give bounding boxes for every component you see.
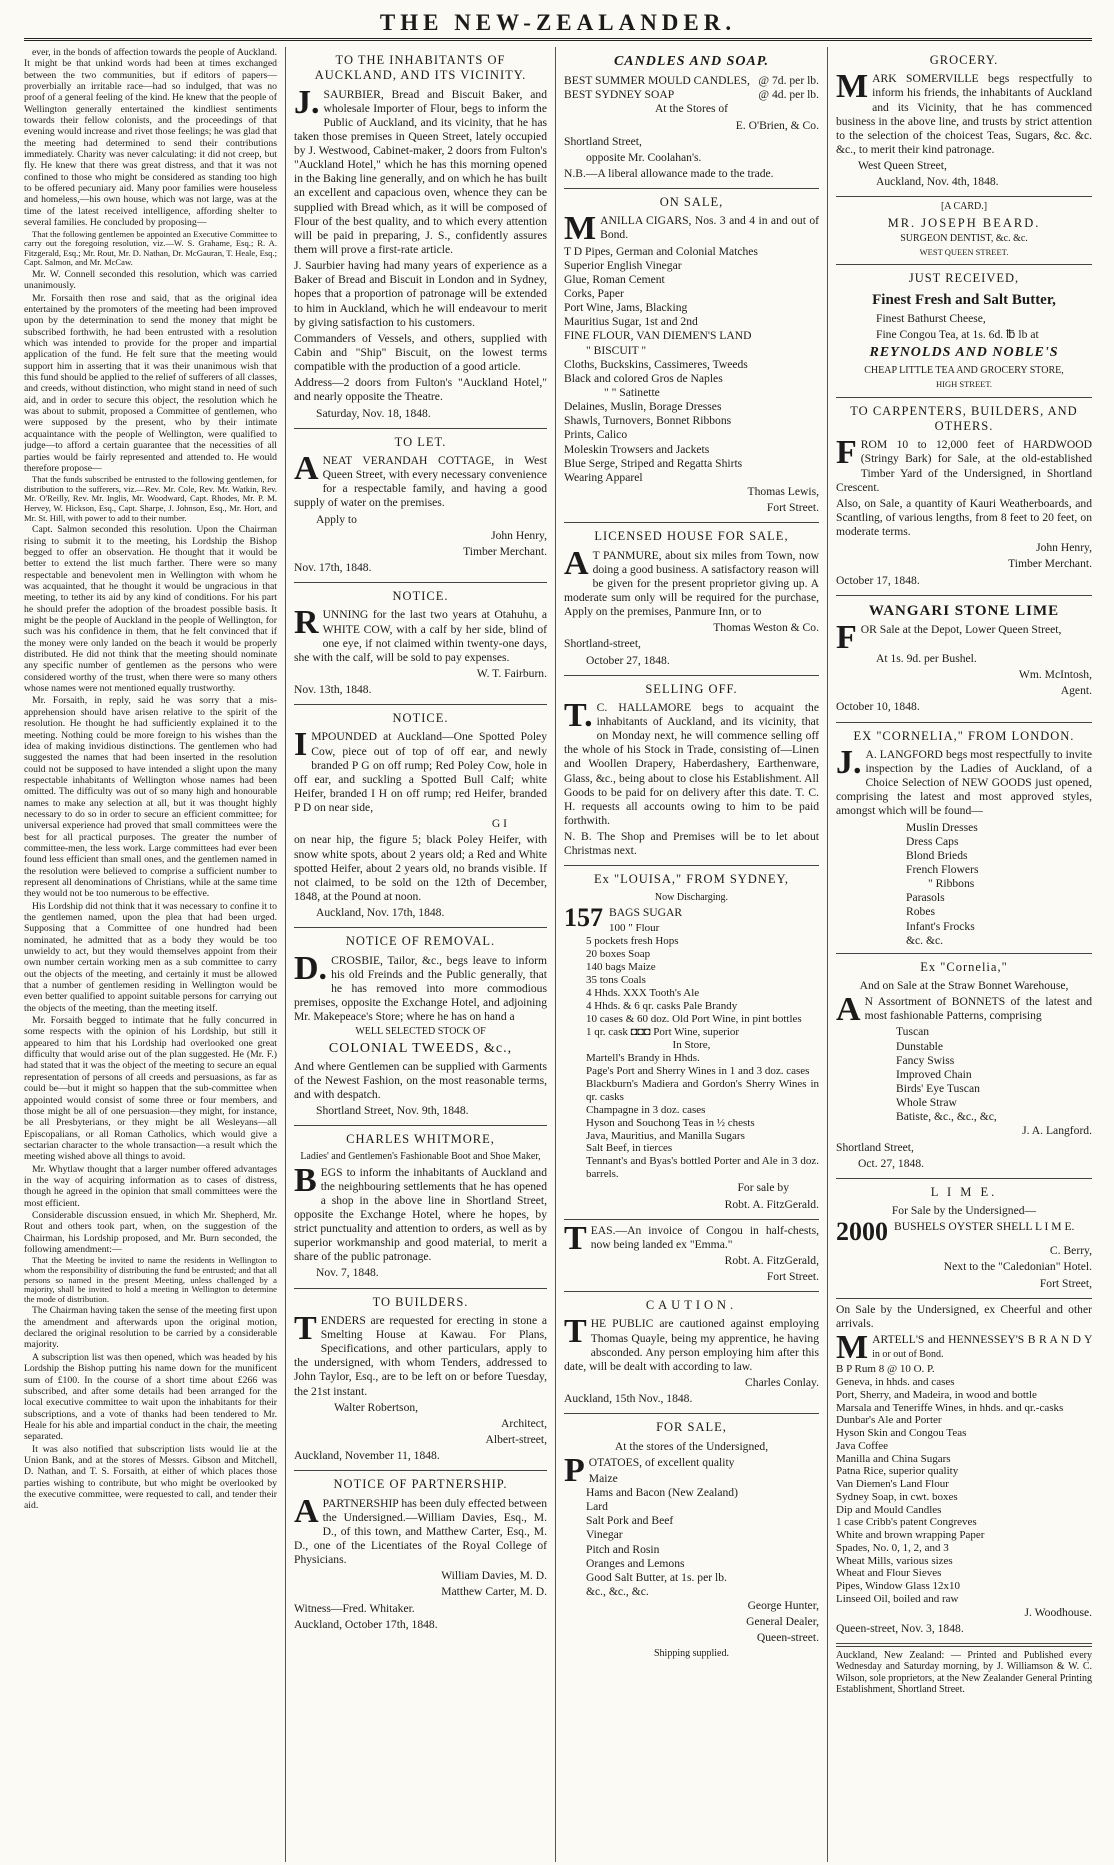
list-item: Good Salt Butter, at 1s. per lb. <box>586 1570 727 1584</box>
list-item: 10 cases & 60 doz. Old Port Wine, in pint bottles <box>586 1012 802 1025</box>
ad-beard-card <box>836 197 1092 265</box>
ad-heading: CAUTION. <box>645 1298 738 1313</box>
ad-date: Oct. 27, 1848. <box>858 1156 925 1170</box>
list-item: 4 Hhds. XXX Tooth's Ale <box>586 986 700 999</box>
list-item: Corks, Paper <box>564 287 624 301</box>
ad-signature: Timber Merchant. <box>463 544 547 558</box>
list-item: Wheat and Flour Sieves <box>836 1567 942 1580</box>
list-item: &c., &c., &c. <box>586 1584 649 1598</box>
list-item: White and brown wrapping Paper <box>836 1529 985 1542</box>
item-price: @ 4d. per lb. <box>758 88 819 102</box>
column-2-ads <box>286 47 556 1862</box>
list-item: Wheat Mills, various sizes <box>836 1554 953 1567</box>
list-item: 140 bags Maize <box>586 960 656 973</box>
list-item: Sydney Soap, in cwt. boxes <box>836 1490 958 1503</box>
list-item: Manilla and China Sugars <box>836 1452 951 1465</box>
card-title: SURGEON DENTIST, &c. &c. <box>900 232 1028 244</box>
ad-apply: Apply to <box>316 512 357 526</box>
ad-address: HIGH STREET. <box>935 379 993 390</box>
ad-text: Finest Bathurst Cheese, <box>876 311 986 325</box>
ad-note: N. B. The Shop and Premises will be to let about Christmas next. <box>564 830 819 858</box>
list-item: Blond Brieds <box>906 848 968 862</box>
list-item: Hyson and Souchong Teas in ½ chests <box>586 1116 755 1129</box>
report-paragraph: Mr. W. Connell seconded this resolution, which was carried unanimously. <box>24 269 277 292</box>
ad-heading: WANGARI STONE LIME <box>868 602 1060 619</box>
ad-signature: C. Berry, <box>1049 1244 1092 1258</box>
ad-candles <box>564 47 819 189</box>
list-item: Geneva, in hhds. and cases <box>836 1376 955 1389</box>
list-item: 4 Hhds. & 6 qr. casks Pale Brandy <box>586 999 738 1012</box>
ad-address: Shortland Street, <box>836 1140 914 1154</box>
drop-cap: M <box>836 68 869 106</box>
list-item: Fancy Swiss <box>896 1053 955 1067</box>
list-item: Improved Chain <box>896 1067 972 1081</box>
ad-feature: COLONIAL TWEEDS, &c., <box>328 1041 513 1057</box>
ad-body: A. LANGFORD begs most respectfully to invite inspection by the Ladies of Auckland, of a Choice Selection of NEW GOODS just opened, comprising the latest and most approved styles, amongst which will be found— <box>836 747 1092 818</box>
ad-price: At 1s. 9d. per Bushel. <box>876 652 977 666</box>
ad-body: J. Saurbier having had many years of experience as a Baker of Bread and Biscuit in London and in Sydney, hopes that a proportion of patronage will be extended to him in Auckland, which he will endeavour to merit by giving satisfaction to his customers. <box>294 259 547 329</box>
ad-heading: EX "CORNELIA," FROM LONDON. <box>853 728 1075 743</box>
ad-body: ARTELL'S and HENNESSEY'S B R A N D Y <box>872 1332 1092 1346</box>
ad-signature: Wm. McIntosh, <box>1018 668 1092 682</box>
ad-feature: Finest Fresh and Salt Butter, <box>872 291 1056 308</box>
printer-imprint: Auckland, New Zealand: — Printed and Published every Wednesday and Saturday morning, by J. Williamson & W. C. Wilson, sole proprietors, at the New Zealander General Printing Establishment, Shortland Street. <box>836 1646 1092 1696</box>
ad-body: SAURBIER, Bread and Biscuit Baker, and wholesale Importer of Flour, begs to inform the Public of Auckland, and its vicinity, that he has taken those premises in Queen Street, lately occupied by J. Westwood, Cabinet-maker, 2 doors from Fulton's "Auckland Hotel," which he has this morning opened in the Baking line generally, and on which he has built an excellent and capacious oven, whence they can be supplied with Bread which, as it will be composed of Flour of the best quality, and to which every attention will be paid in preparing, J. S., confidently assures them will prove a first-rate article. <box>294 87 547 257</box>
ad-to-let <box>294 429 547 583</box>
ad-body: ANILLA CIGARS, Nos. 3 and 4 in and out of Bond. <box>600 214 819 242</box>
list-item: Van Diemen's Land Flour <box>836 1478 949 1491</box>
list-item: Dress Caps <box>906 834 959 848</box>
report-paragraph: ever, in the bonds of affection towards the people of Auckland. It might be that unkind words had been at times exchanged between the two communities, but if editors of papers—proverbially an irritable race—had so indulged, that was no proof of a general feeling of the kind. He knew that the people of Wellington generally entertained the kindliest sentiments towards their fellow colonists, and the proceedings of that evening would increase and rivet those feelings; he was glad that the meeting had determined to send their contributions immediately. Charity was never calculating: it did not creep, but fly. He knew that there was great distress, and that it was not confined to those who might be considered as standing too high to be offered pecuniary aid. Many poor families were houseless and homeless,—his own house, which was not large, was at the time of the latest received intelligence, affording shelter to several families. He concluded by proposing— <box>24 47 277 229</box>
list-item: Hams and Bacon (New Zealand) <box>586 1486 738 1499</box>
ad-body: EAS.—An invoice of Congou in half-chests, now being landed ex "Emma." <box>590 1223 819 1251</box>
list-item: Dunbar's Ale and Porter <box>836 1414 942 1427</box>
ad-date: Nov. 17th, 1848. <box>294 560 372 574</box>
list-item: " BISCUIT " <box>586 343 647 357</box>
list-item: Linseed Oil, boiled and raw <box>836 1592 959 1605</box>
list-item: Glue, Roman Cement <box>564 272 665 286</box>
ad-body: T PANMURE, about six miles from Town, now doing a good business. A satisfactory reason will be given for the present proprietor giving up. A moderate sum only will be required for the purchase, Apply on the premises, Panmure Inn, or to <box>564 548 819 619</box>
masthead-rule <box>24 38 1092 41</box>
ad-address: opposite Mr. Coolahan's. <box>586 150 702 164</box>
report-paragraph: Mr. Forsaith then rose and said, that as the original idea entertained by the promoters of the meeting had been improved upon by the determination to send the money that might be subscribed forthwith, he had been entrusted with a resolution which was intended to provide for the proper and impartial application of the fund. He felt sure that the meeting would support him in asserting that it was their unanimous wish that this fund should be applied to the relief of sufferers of all classes, and creeds, without distinction, who might stand in need of such aid, and in order to secure this object, the resolution which he was about to submit, proposed a Committee of gentlemen, who were supposed by the present, who by their intimate acquaintance with the people of Wellington, were qualified to judge—to afford a certain guarantee that the necessities of all parties would be fairly represented and attended to. He would therefore propose— <box>24 292 277 474</box>
ad-body: PARTNERSHIP has been duly effected between the Undersigned.—William Davies, Esq., M. D., of this town, and Matthew Carter, Esq., M. D., one of the Licentiates of the Royal College of Physicians. <box>294 1496 547 1567</box>
ad-subheading: And on Sale at the Straw Bonnet Warehouse, <box>859 979 1069 993</box>
report-paragraph: Capt. Salmon seconded this resolution. Upon the Chairman rising to submit it to the meeting, his Lordship the Bishop begged to offer an observation. He thought that it would be better to extend the list much farther. There were so many respectable and benevolent men in Wellington with whom he was acquainted, that he thought it would be ungracious in that meeting, to tether its aid by any kind of conditions. For his part he should prefer the adoption of the broadest possible basis. It might be the people of Auckland in the people of Wellington, for such was his confidence in them, that he felt convinced that if the money were only landed on the beach it would be properly distributed. He did not think that the meeting should nominate any specific number of gentlemen as the persons who were considered worthy of the trust, when there were so many others whose names were not mentioned equally trustworthy. <box>24 524 277 695</box>
item-name: BEST SUMMER MOULD CANDLES, <box>564 74 750 88</box>
ad-for-sale-hunter <box>564 1414 819 1666</box>
ad-subheading: Ladies' and Gentlemen's Fashionable Boot and Shoe Maker, <box>300 1151 541 1163</box>
report-paragraph: The Chairman having taken the sense of the meeting first upon the amendment and afterwards upon the original motion, declared the original resolution to be carried by a considerable majority. <box>24 1305 277 1351</box>
ad-signature: W. T. Fairburn. <box>476 666 547 680</box>
brand-mark: G I <box>491 817 507 831</box>
list-item: Parasols <box>906 891 945 905</box>
ad-body: OTATOES, of excellent quality <box>588 1455 735 1469</box>
ad-subheading: CHEAP LITTLE TEA AND GROCERY STORE, <box>864 365 1064 377</box>
ad-bonnets <box>836 954 1092 1179</box>
ad-body: Also, on Sale, a quantity of Kauri Weatherboards, and Scantling, of various lengths, from 8 feet to 20 feet, on moderate terms. <box>836 496 1092 539</box>
drop-cap: T <box>294 1309 317 1347</box>
list-item: Robes <box>906 905 935 919</box>
ad-wangari-lime <box>836 596 1092 723</box>
ad-grocery <box>836 47 1092 197</box>
list-item: Port, Sherry, and Madeira, in wood and bottle <box>836 1388 1037 1401</box>
report-paragraph: Considerable discussion ensued, in which Mr. Shepherd, Mr. Rout and others took part, when, on the suggestion of the Chairman, his Lordship proposed, and Mr. Burn seconded, the following amendment:— <box>24 1209 277 1255</box>
ad-date: October 10, 1848. <box>836 700 920 714</box>
ad-signature: George Hunter, <box>747 1599 819 1613</box>
list-item: Mauritius Sugar, 1st and 2nd <box>564 315 698 329</box>
list-item: Shawls, Turnovers, Bonnet Ribbons <box>564 414 732 428</box>
ad-cornelia <box>836 723 1092 954</box>
list-item: In Store, <box>672 1038 711 1051</box>
ad-signature: Charles Conlay. <box>745 1376 819 1390</box>
list-item: Java Coffee <box>836 1439 889 1452</box>
ad-subheading: WELL SELECTED STOCK OF <box>355 1026 486 1038</box>
ad-signature: Albert-street, <box>485 1433 547 1446</box>
ad-heading: SELLING OFF. <box>645 681 738 696</box>
ad-licensed-house <box>564 523 819 675</box>
ad-firm: REYNOLDS AND NOBLE'S <box>869 345 1059 361</box>
report-paragraph: A subscription list was then opened, which was headed by his Lordship the Bishop putting his name down for the munificent sum of £100. In the course of a short time about £266 was subscribed, and after some details had been arranged for the local executive committee to wait upon the inhabitants for their subscriptions, and a vote of thanks had been tendered to Mr. Heale for his able and impartial conduct in the chair, the meeting separated. <box>24 1351 277 1443</box>
ad-heading: ON SALE, <box>659 195 724 210</box>
ad-date: Auckland, Nov. 17th, 1848. <box>316 906 445 920</box>
list-item: Batiste, &c., &c., &c, <box>896 1110 997 1124</box>
ad-text: For sale by <box>737 1181 789 1195</box>
ad-builders <box>294 1289 547 1472</box>
list-item: Pipes, Window Glass 12x10 <box>836 1580 961 1593</box>
ad-date: October 17, 1848. <box>836 573 920 587</box>
report-paragraph: His Lordship did not think that it was necessary to confine it to the gentlemen named, upon the plea that had been urged. Supposing that a Committee of one hundred had been nominated, he admitted that as a body they would be too unwieldy to act, but they would themselves appoint from their own number certain working men as a sub committee to carry out the objects of the meeting, and certainly it must be allowed that a number of gentlemen residing in Wellington would be even better qualified to appoint suitable persons for carrying out the objects of the meeting, than the meeting itself. <box>24 900 277 1014</box>
ad-body: on near hip, the figure 5; black Poley Heifer, with snow white spots, about 2 years old; a Red and White spotted Heifer, about 2 years old, no brands visible. If not claimed, to be sold on the 12th of December, 1848, at the Pound at noon. <box>294 833 547 903</box>
item-list <box>836 1363 1092 1605</box>
ad-signature: General Dealer, <box>746 1615 819 1629</box>
ad-signature: Fort Street. <box>766 1270 819 1284</box>
ad-heading: L I M E. <box>930 1184 998 1199</box>
ad-heading: NOTICE. <box>392 589 449 604</box>
report-amendment: That the Meeting be invited to name the residents in Wellington to whom the responsibility of distributing the fund be entrusted; and that all persons so named in the present Meeting, unless challenged by a majority, shall be invited to hold a meeting in Wellington to determine the mode of distribution. <box>24 1255 277 1304</box>
list-item: T D Pipes, German and Colonial Matches <box>564 244 758 258</box>
ad-body: NEAT VERANDAH COTTAGE, in West Queen Street, with every necessary convenience for a respectable family, and having a good supply of water on the premises. <box>294 453 547 510</box>
list-item: Marsala and Teneriffe Wines, in hhds. and qr.-casks <box>836 1401 1064 1414</box>
ad-notice-cow <box>294 583 547 705</box>
column-1-report <box>24 47 286 1862</box>
drop-cap: R <box>294 604 319 642</box>
list-item: Moleskin Trowsers and Jackets <box>564 442 710 456</box>
ad-body: And where Gentlemen can be supplied with Garments of the Newest Fashion, on the most reasonable terms, and with despatch. <box>294 1059 547 1101</box>
report-paragraph: Mr. Forsaith, in reply, said he was sorry that a mis-apprehension should have arisen relative to the spirit of the resolution. He thought he had sufficiently explained it to the meeting. Nothing could be more foreign to his wishes than the idea of making invidious distinctions. The gentlemen who had suggested the names that had been inserted in the resolution could not be supposed to have intended a slight upon the many respectable inhabitants of Wellington whose names had been omitted. The difficulty was out of so many high and honourable names to make any selection at all, but it was thought highly necessary to do so in order to secure an efficient committee; for universal experience had proved that small committees were the best for all practical purposes. The greater the number of committee-men, the less work. Large committees had ever been found less efficient than small ones, and the gentlemen named in the resolution were believed to comprise a sufficient number to represent all denominations of Christians, while at the same time they would not be too numerous to be effective. <box>24 695 277 900</box>
list-item: Blackburn's Madiera and Gordon's Sherry Wines in qr. casks <box>586 1077 819 1103</box>
report-paragraph: Mr. Whytlaw thought that a larger number offered advantages in the way of acquiring information as to cases of distress, though he agreed in the opinion that small committees were the most efficient. <box>24 1163 277 1209</box>
list-item: 1 case Cribb's patent Congreves <box>836 1516 977 1529</box>
list-item: 100 " Flour <box>609 922 660 935</box>
ad-body: ROM 10 to 12,000 feet of HARDWOOD (Stringy Bark) for Sale, at the old-established Timber Yard of the Undersigned, in Shortland Crescent. <box>836 438 1092 494</box>
list-item: Champagne in 3 doz. cases <box>586 1103 706 1116</box>
list-item: Patna Rice, superior quality <box>836 1465 959 1478</box>
ad-subheading: For Sale by the Undersigned— <box>891 1204 1037 1218</box>
ad-lime <box>836 1179 1092 1299</box>
ad-signature: J. A. Langford. <box>1022 1124 1092 1138</box>
ad-heading: TO LET. <box>394 434 447 449</box>
ad-signature: Matthew Carter, M. D. <box>441 1585 547 1599</box>
ad-body: ENDERS are requested for erecting in stone a Smelting House at Kawau. For Plans, Specifications, and other particulars, apply to the undersigned, with whom Tenders, addressed to John Taylor, Esq., are to be left on or before Tuesday, the 21st instant. <box>294 1313 547 1398</box>
ad-subheading: On Sale by the Undersigned, ex Cheerful and other arrivals. <box>836 1302 1092 1330</box>
ad-date: Saturday, Nov. 18, 1848. <box>316 406 431 420</box>
ad-subheading: At the stores of the Undersigned, <box>614 1439 769 1453</box>
list-item: Lard <box>586 1500 608 1514</box>
card-address: WEST QUEEN STREET. <box>919 247 1009 257</box>
list-item: " " Satinette <box>604 386 660 399</box>
ad-date: October 27, 1848. <box>586 653 670 667</box>
drop-cap: A <box>294 449 319 487</box>
ad-text: Fine Congou Tea, at 1s. 6d. ℔ lb at <box>876 328 1039 342</box>
item-price: @ 7d. per lb. <box>758 74 819 88</box>
list-item: Muslin Dresses <box>906 820 978 834</box>
drop-cap: A <box>564 544 589 582</box>
ad-address: Shortland Street, <box>564 134 642 148</box>
ad-signature: Timber Merchant. <box>1008 557 1092 571</box>
ad-heading: TO THE INHABITANTS OF AUCKLAND, AND ITS VICINITY. <box>314 53 527 83</box>
ad-partnership <box>294 1471 547 1639</box>
column-3-ads <box>556 47 828 1862</box>
ad-on-sale-lewis <box>564 189 819 523</box>
ad-heading: FOR SALE, <box>656 1420 727 1435</box>
item-list <box>564 245 819 485</box>
ad-heading: CANDLES AND SOAP. <box>613 54 770 69</box>
ad-signature: John Henry, <box>491 528 547 542</box>
ad-body: CROSBIE, Tailor, &c., begs leave to inform his old Freinds and the Public generally, that he has removed into more commodious premises, opposite the Exchange Hotel, and adjoining Mr. Makepeace's Store; where he has on hand a <box>294 953 547 1024</box>
ad-louisa <box>564 866 819 1219</box>
ad-heading: NOTICE OF REMOVAL. <box>345 934 496 949</box>
ad-body: N Assortment of BONNETS of the latest and most fashionable Patterns, comprising <box>864 995 1092 1023</box>
ad-date: Auckland, Nov. 4th, 1848. <box>876 175 999 189</box>
list-item: Superior English Vinegar <box>564 258 682 272</box>
ad-signature: Walter Robertson, <box>334 1400 419 1414</box>
ad-address: West Queen Street, <box>858 159 947 173</box>
item-list <box>564 922 819 1181</box>
drop-cap: B <box>294 1161 317 1199</box>
ad-caution <box>564 1292 819 1414</box>
drop-cap: M <box>564 210 597 248</box>
ad-body: EGS to inform the inhabitants of Auckland and the neighbouring settlements that he has opened a shop in the above line in Shortland Street, opposite the Exchange Hotel, where he hopes, by strict punctuality and attention to orders, as well as by superior workmanship and good material, to merit a share of the public patronage. <box>294 1165 547 1264</box>
ad-signature: Fort Street, <box>1039 1276 1092 1290</box>
list-item: 1 qr. cask ◘◘◘ Port Wine, superior <box>586 1025 740 1038</box>
ad-heading: Ex "Cornelia," <box>920 959 1008 974</box>
ad-removal <box>294 928 547 1126</box>
masthead: THE NEW-ZEALANDER. <box>379 10 737 35</box>
report-paragraph: Mr. Forsaith begged to intimate that he fully concurred in some respects with the opinion of his Lordship, but still it appeared to him that his Lordship had overlooked one great difficulty that would arise out of the plan suggested. He (Mr. F.) had stated that it was the object of the meeting to secure an equal representation of persons of all creeds and persuasions, as far as could be—but it might so happen that the sub-committee when appointed would consist of some three or four members, and those might be all of one persuasion—they might, for instance, be all Presbyterians, or they might be all Wesleyans—all Episcopalians, or all Roman Catholics, which would give a sectarian character to the whole transaction—a result which the meeting wished above all things to avoid. <box>24 1015 277 1163</box>
ad-address: Shortland-street, <box>564 637 641 651</box>
ad-body: BUSHELS OYSTER SHELL L I M E. <box>894 1220 1075 1234</box>
column-4-ads <box>828 47 1092 1862</box>
list-item: B P Rum 8 @ 10 O. P. <box>836 1363 935 1376</box>
ad-signature: J. Woodhouse. <box>1024 1605 1092 1619</box>
ad-body: BAGS SUGAR <box>609 905 683 919</box>
ad-heading: NOTICE OF PARTNERSHIP. <box>333 1477 508 1492</box>
list-item: Java, Mauritius, and Manilla Sugars <box>586 1129 745 1142</box>
item-name: BEST SYDNEY SOAP <box>564 88 675 102</box>
ad-date: Queen-street, Nov. 3, 1848. <box>836 1621 964 1635</box>
drop-cap: T <box>564 1313 587 1351</box>
ad-heading: TO CARPENTERS, BUILDERS, AND OTHERS. <box>850 403 1078 434</box>
ad-body: C. HALLAMORE begs to acquaint the inhabitants of Auckland, and its vicinity, that on Monday next, he will commence selling off the whole of his Stock in Trade, consisting of—Linen and Woollen Drapery, Haberdashery, Earthenware, Glass, &c., being about to close his Establishment. All Goods to be paid for on delivery after this date. T. C. H. requests all accounts owing to him to be paid forthwith. <box>564 700 819 828</box>
report-paragraph: It was also notified that subscription lists would lie at the Union Bank, and at the stores of Messrs. Gibson and Mitchell, D. Nathan, and T. S. Forsaith, at either of which places those parties wishing to contribute, but who might be overlooked by the executive committee, were requested to call, and tender their aid. <box>24 1443 277 1512</box>
list-item: Birds' Eye Tuscan <box>896 1082 980 1096</box>
ad-butter <box>836 265 1092 397</box>
drop-cap: P <box>564 1451 585 1489</box>
item-list <box>836 1025 1092 1124</box>
ad-signature: William Davies, M. D. <box>441 1569 547 1583</box>
list-item: Blue Serge, Striped and Regatta Shirts <box>564 456 743 470</box>
ad-heading: TO BUILDERS. <box>372 1294 469 1309</box>
ad-signature: Queen-street. <box>756 1631 819 1645</box>
list-item: Infant's Frocks <box>906 919 975 933</box>
list-item: Wearing Apparel <box>564 470 643 484</box>
big-number: 2000 <box>836 1217 888 1247</box>
ad-body: HE PUBLIC are cautioned against employing Thomas Quayle, being my apprentice, he having absconded. Any person employing him after this date, will be dealt with according to law. <box>564 1317 819 1373</box>
ad-body: ARK SOMERVILLE begs respectfully to inform his friends, the inhabitants of Auckland and its Vicinity, that he has commenced business in the above line, and trusts by strict attention to the selection of the choicest Teas, Sugars, &c. &c. &c., to merit their kind patronage. <box>836 72 1092 156</box>
ad-signature: Robt. A. FitzGerald. <box>724 1197 819 1211</box>
big-number: 157 <box>564 902 603 932</box>
list-item: Delaines, Muslin, Borage Dresses <box>564 400 722 414</box>
ad-teas <box>564 1220 819 1293</box>
ad-body: Commanders of Vessels, and others, supplied with Cabin and "Ship" Biscuit, on the lowest terms compatible with the production of a good article. <box>294 331 547 374</box>
columns <box>24 47 1092 1862</box>
ad-body: MPOUNDED at Auckland—One Spotted Poley Cow, piece out of top of off ear, and newly branded P G on off rump; Red Poley Cow, hole in off ear, and suckling a Spotted Bull Calf; white Heifer, branded I H on off rump; red Heifer, branded P D on near side, <box>294 730 547 815</box>
card-name: MR. JOSEPH BEARD. <box>887 215 1041 230</box>
list-item: Maize <box>588 1471 618 1485</box>
ad-signature: E. O'Brien, & Co. <box>735 118 819 132</box>
list-item: Oranges and Lemons <box>586 1556 685 1570</box>
drop-cap: A <box>294 1492 319 1530</box>
ad-body: OR Sale at the Depot, Lower Queen Street, <box>860 623 1062 637</box>
ad-selling-off <box>564 676 819 867</box>
report-resolution: That the following gentlemen be appointed an Executive Committee to carry out the foregoing resolution, viz.—W. S. Grahame, Esq.; R. A. Fitzgerald, Esq.; Mr. Rout, Mr. D. Nathan, Dr. McGauran, T. Heale, Esq.; Capt. Salmon, and Mr. McCaw. <box>24 228 277 268</box>
ad-body: Address—2 doors from Fulton's "Auckland Hotel," and nearly opposite the Theatre. <box>294 376 547 404</box>
list-item: Dip and Mould Candles <box>836 1503 942 1516</box>
ad-heading: GROCERY. <box>929 53 999 67</box>
drop-cap: I <box>294 726 308 764</box>
list-item: 20 boxes Soap <box>586 947 651 960</box>
ad-signature: John Henry, <box>1036 541 1092 555</box>
ad-notice-impounded <box>294 705 547 928</box>
list-item: Salt Beef, in tierces <box>586 1142 673 1155</box>
list-item: Black and colored Gros de Naples <box>564 371 723 385</box>
ad-body: UNNING for the last two years at Otahuhu, a WHITE COW, with a calf by her side, blind of one eye, if not claimed within twenty-one days, she with the calf, will be sold to pay expenses. <box>294 608 547 664</box>
list-item: French Flowers <box>906 862 979 876</box>
card-label: [A CARD.] <box>940 201 988 213</box>
list-item: 5 pockets fresh Hops <box>586 934 679 947</box>
list-item: Salt Pork and Beef <box>586 1514 674 1528</box>
list-item: Tennant's and Byas's bottled Porter and Ale in 3 doz. barrels. <box>586 1155 819 1181</box>
ad-heading: JUST RECEIVED, <box>908 271 1020 286</box>
ad-saurbier <box>294 47 547 429</box>
list-item: FINE FLOUR, VAN DIEMEN'S LAND <box>564 329 752 343</box>
ad-signature: Thomas Weston & Co. <box>713 621 819 635</box>
ad-signature: Fort Street. <box>766 501 819 515</box>
ad-date: Auckland, November 11, 1848. <box>294 1449 440 1463</box>
ad-signature: Thomas Lewis, <box>747 484 819 498</box>
ad-witness: Witness—Fred. Whitaker. <box>294 1601 415 1615</box>
ad-heading: CHARLES WHITMORE, <box>346 1132 495 1147</box>
ad-heading: LICENSED HOUSE FOR SALE, <box>594 529 789 544</box>
drop-cap: T <box>564 1219 587 1257</box>
item-list <box>836 821 1092 948</box>
ad-note: N.B.—A liberal allowance made to the trade. <box>564 166 774 180</box>
ad-martell <box>836 1299 1092 1644</box>
ad-signature: Robt. A. FitzGerald, <box>724 1253 819 1267</box>
list-item: Cloths, Buckskins, Cassimeres, Tweeds <box>564 357 748 371</box>
list-item: Whole Straw <box>896 1096 957 1110</box>
drop-cap: F <box>836 619 857 657</box>
drop-cap: J. <box>836 743 862 781</box>
ad-signature: Architect, <box>500 1416 547 1430</box>
ad-signature: Agent. <box>1060 684 1092 698</box>
drop-cap: J. <box>294 83 320 121</box>
ad-signature: Next to the "Caledonian" Hotel. <box>943 1260 1092 1274</box>
report-resolution: That the funds subscribed be entrusted to the following gentlemen, for distribution to the sufferers, viz.—Rev. Mr. Cole, Rev. Mr. Watkin, Rev. Mr. O'Reilly, Rev. Mr. Inglis, Mr. Woodward, Capt. Rhodes, Mr. P. M. Hervey, W. Hickson, Esq., Capt. Sharpe, J. Johnson, Esq., Mr. Hort, and Mr. St. Hill, with power to add to their number. <box>24 474 277 523</box>
ad-date: Nov. 7, 1848. <box>316 1266 379 1280</box>
drop-cap: T. <box>564 696 593 734</box>
list-item: Martell's Brandy in Hhds. <box>586 1051 700 1064</box>
list-item: Tuscan <box>896 1025 930 1039</box>
list-item: Page's Port and Sherry Wines in 1 and 3 doz. cases <box>586 1064 810 1077</box>
drop-cap: D. <box>294 949 328 987</box>
list-item: 35 tons Coals <box>586 973 646 986</box>
ad-bond: in or out of Bond. <box>872 1349 944 1361</box>
ad-date: Auckland, 15th Nov., 1848. <box>564 1392 693 1406</box>
list-item: Pitch and Rosin <box>586 1542 660 1556</box>
drop-cap: M <box>836 1328 869 1366</box>
ad-whitmore <box>294 1126 547 1289</box>
drop-cap: A <box>836 991 861 1029</box>
ad-heading: NOTICE. <box>392 711 449 726</box>
ad-note: Shipping supplied. <box>653 1647 729 1659</box>
ad-heading: Ex "LOUISA," FROM SYDNEY, <box>593 872 790 887</box>
list-item: Prints, Calico <box>564 428 628 442</box>
ad-text: At the Stores of <box>654 102 729 116</box>
drop-cap: F <box>836 434 857 472</box>
ad-date: Shortland Street, Nov. 9th, 1848. <box>316 1103 469 1117</box>
list-item: Port Wine, Jams, Blacking <box>564 301 688 315</box>
list-item: " Ribbons <box>928 877 975 891</box>
ad-date: Nov. 13th, 1848. <box>294 683 372 697</box>
list-item: Vinegar <box>586 1528 623 1542</box>
list-item: Spades, No. 0, 1, 2, and 3 <box>836 1541 949 1554</box>
ad-carpenters <box>836 398 1092 596</box>
list-item: Hyson Skin and Congou Teas <box>836 1427 967 1440</box>
ad-subheading: Now Discharging. <box>654 891 729 903</box>
list-item: &c. &c. <box>906 933 944 947</box>
ad-date: Auckland, October 17th, 1848. <box>294 1617 438 1631</box>
list-item: Dunstable <box>896 1039 944 1053</box>
